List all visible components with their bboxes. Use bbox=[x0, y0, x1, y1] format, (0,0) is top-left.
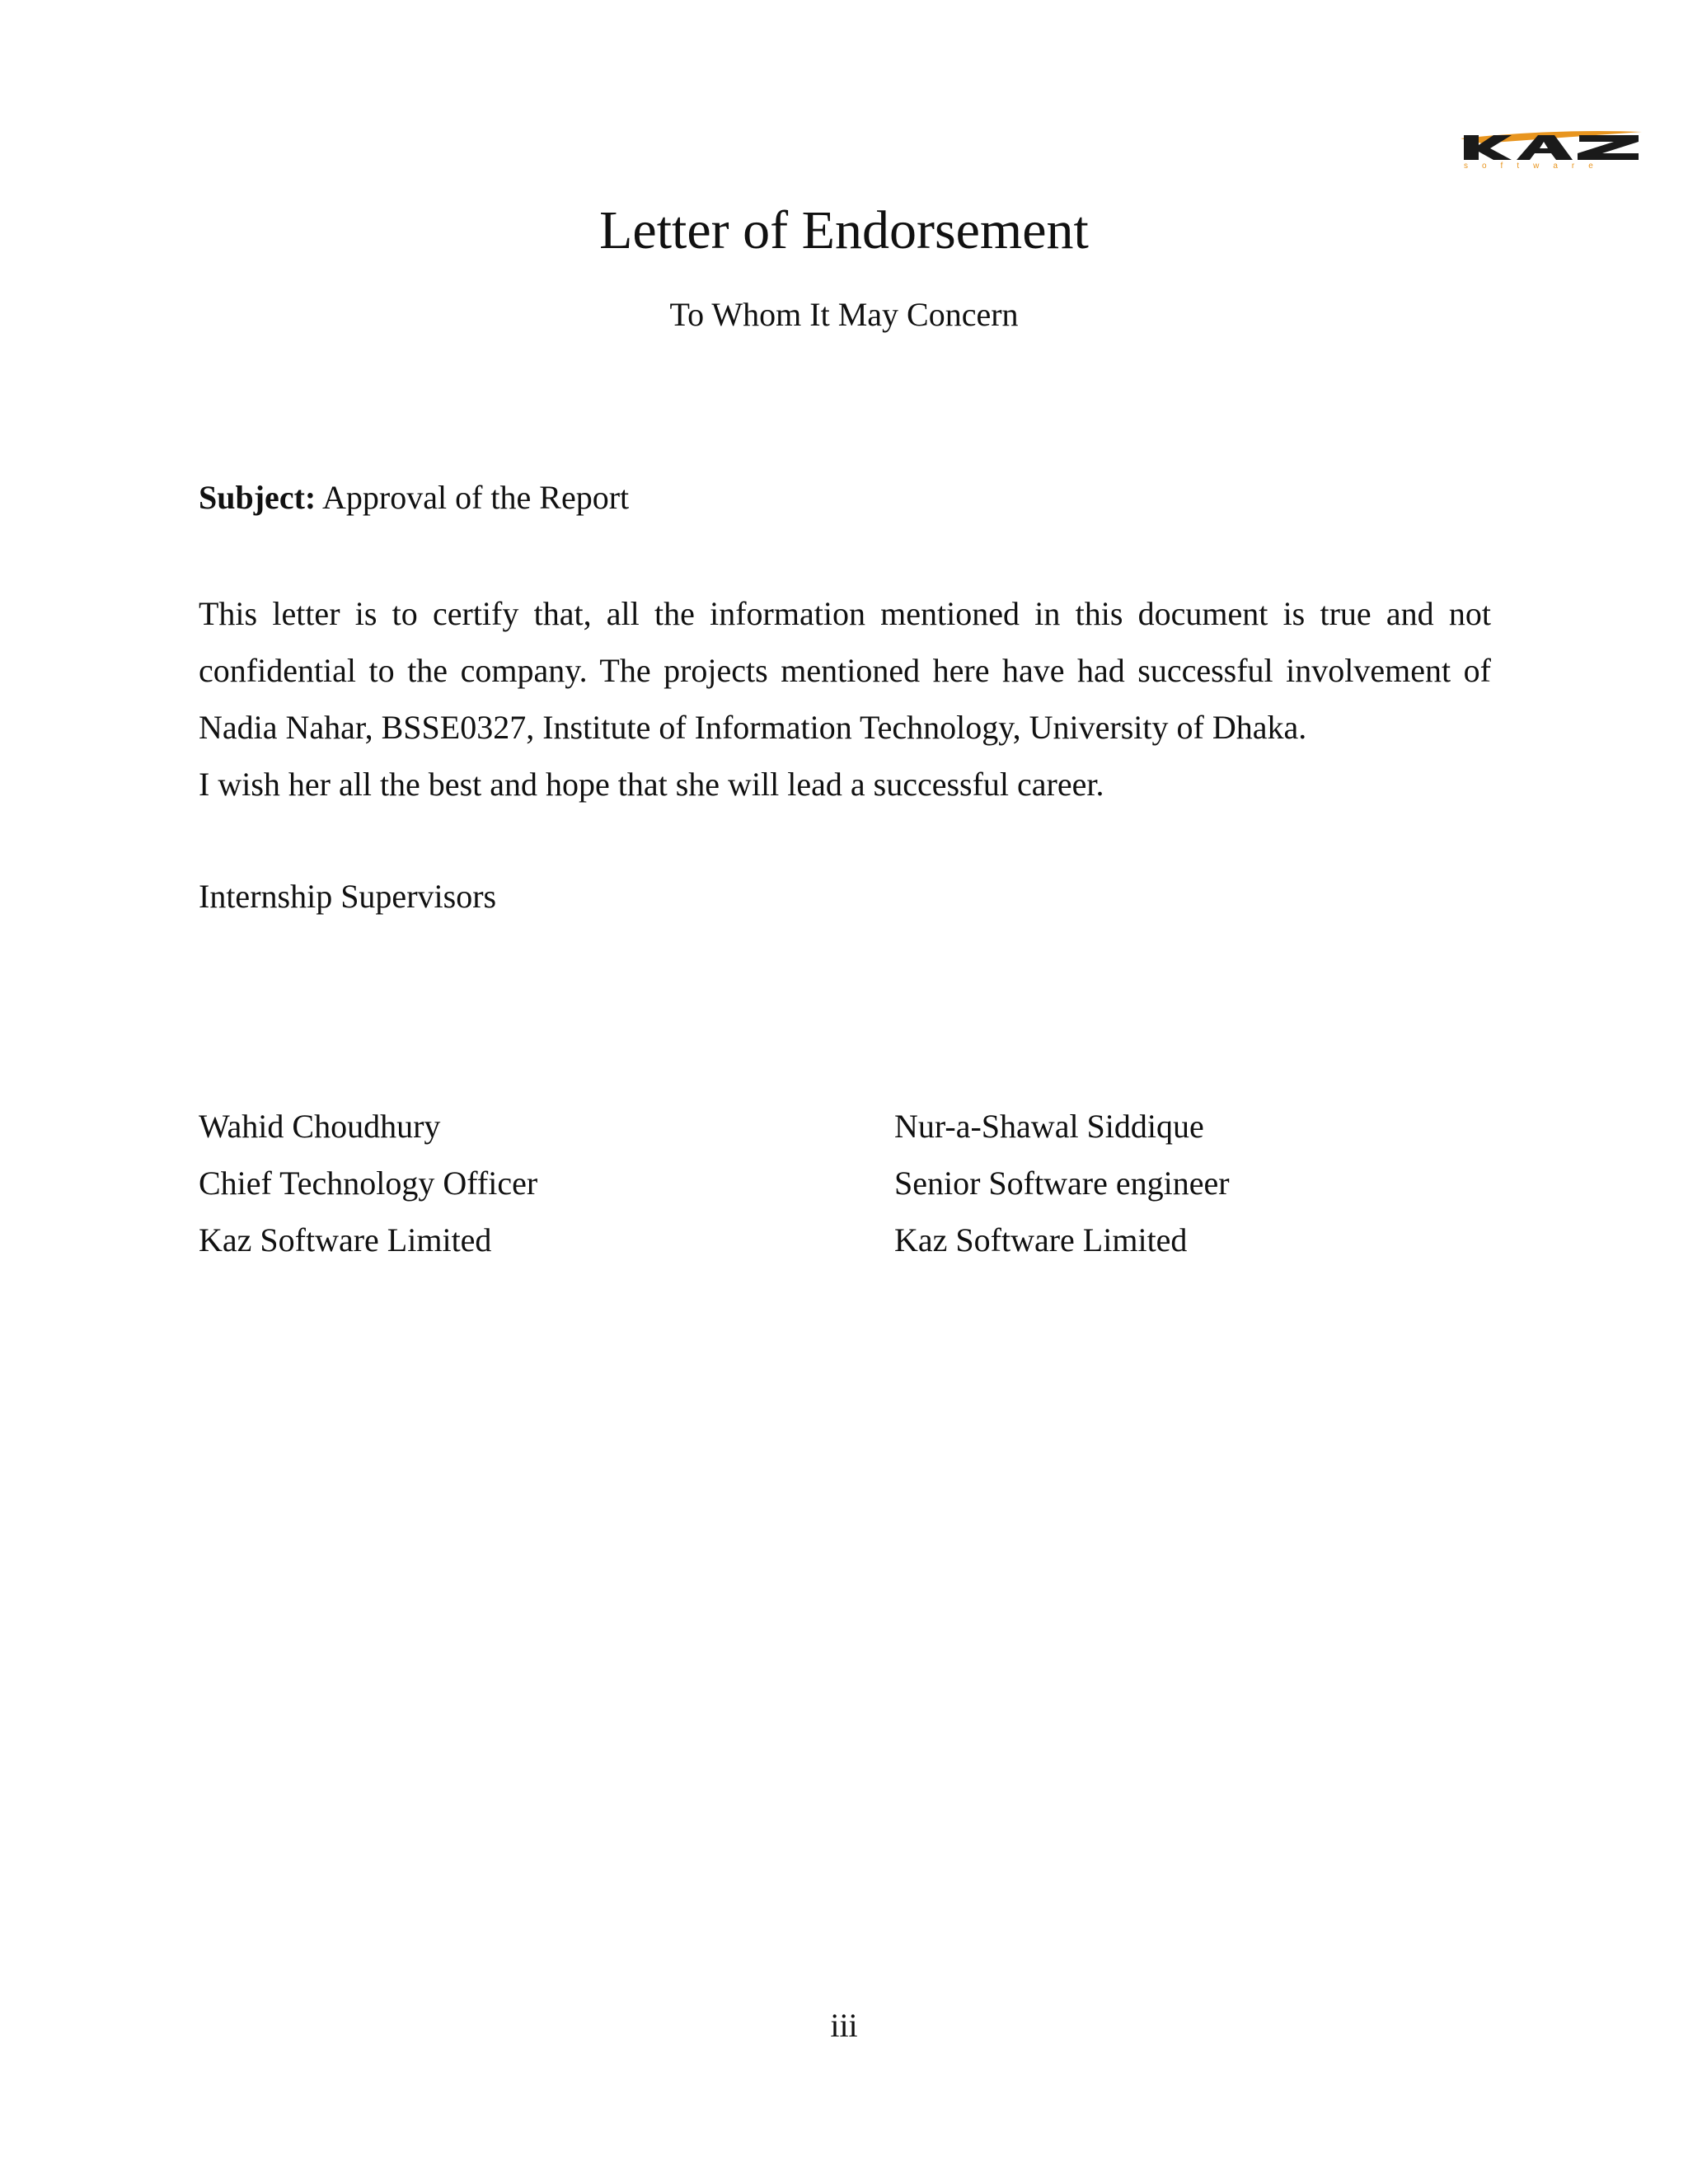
logo-letter-z bbox=[1578, 135, 1639, 160]
closing-heading: Internship Supervisors bbox=[199, 878, 497, 915]
signatory-block bbox=[894, 1098, 1230, 1268]
paragraph-line: Nadia Nahar, BSSE0327, Institute of Information Technology, University of Dhaka. bbox=[199, 709, 1307, 746]
subject-label: Subject: bbox=[199, 479, 316, 516]
signatory-designation: Chief Technology Officer bbox=[199, 1165, 538, 1202]
signatory-block bbox=[199, 1098, 537, 1268]
signatory-company: Kaz Software Limited bbox=[894, 1221, 1188, 1258]
kaz-software-logo-graphic bbox=[1457, 122, 1645, 170]
wish-line: I wish her all the best and hope that she will lead a successful career. bbox=[199, 766, 1104, 803]
certification-paragraph bbox=[199, 585, 1491, 699]
page-number: iii bbox=[830, 2007, 858, 2044]
certification-paragraph-end bbox=[199, 699, 1306, 813]
salutation: To Whom It May Concern bbox=[669, 296, 1019, 333]
signatory-designation: Senior Software engineer bbox=[894, 1165, 1230, 1202]
logo-subtext-dots bbox=[1464, 162, 1607, 170]
paragraph-line: confidential to the company. The projects mentioned here have had successful involvement of bbox=[199, 652, 1491, 689]
signatory-company: Kaz Software Limited bbox=[199, 1221, 492, 1258]
paragraph-line: This letter is to certify that, all the information mentioned in this document is true and not bbox=[199, 595, 1491, 632]
subject-text: Approval of the Report bbox=[322, 479, 630, 516]
letter-title: Letter of Endorsement bbox=[599, 200, 1089, 260]
signatory-name: Wahid Choudhury bbox=[199, 1108, 441, 1145]
logo-subtext: software bbox=[1464, 162, 1607, 170]
subject-line bbox=[199, 473, 629, 523]
company-logo bbox=[1457, 122, 1645, 170]
signatory-name: Nur-a-Shawal Siddique bbox=[894, 1108, 1204, 1145]
